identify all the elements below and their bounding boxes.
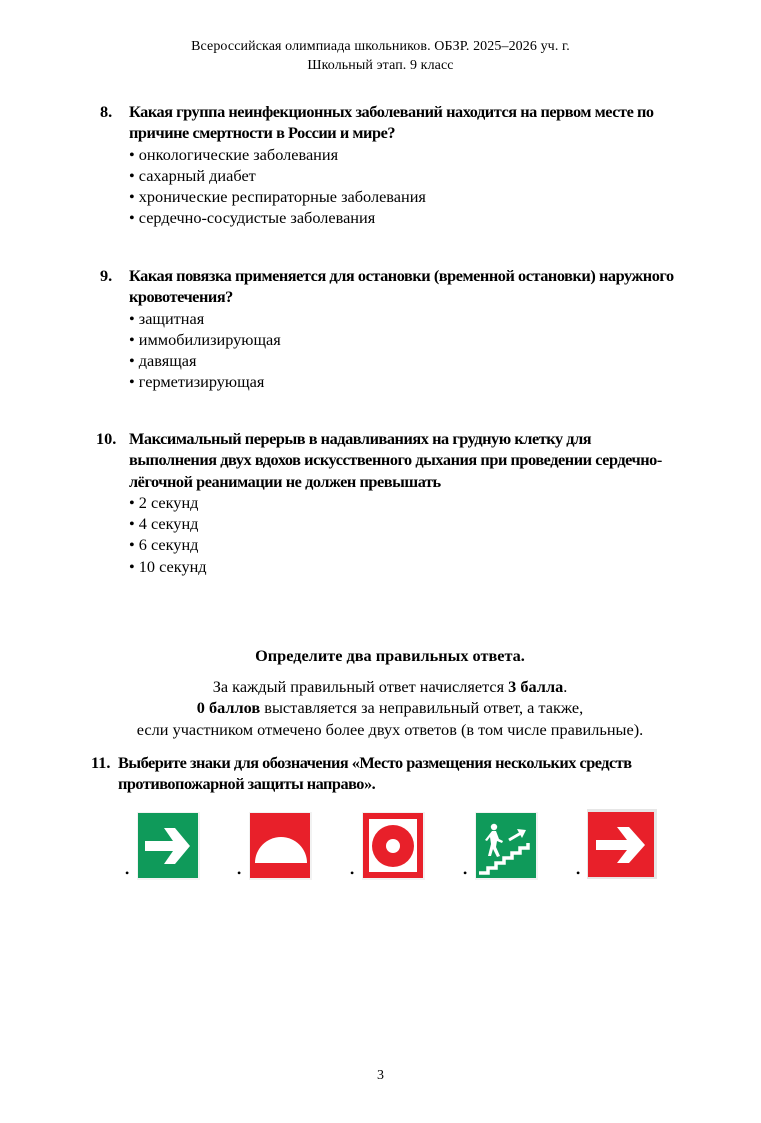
header-olympiad-title: Всероссийская олимпиада школьников. ОБЗР. 2025–2026 уч. г. <box>191 39 570 54</box>
red-half-circle-sign-icon <box>249 812 312 880</box>
options-list <box>129 308 281 393</box>
document-header <box>0 37 761 75</box>
option[interactable]: • хронические респираторные заболевания <box>129 187 426 207</box>
option[interactable]: • 10 секунд <box>129 556 207 576</box>
option[interactable]: • 2 секунд <box>129 492 199 512</box>
option[interactable]: • иммобилизирующая <box>129 329 281 349</box>
scoring-rules <box>0 676 761 740</box>
sign-options <box>0 812 761 892</box>
section-heading: Определите два правильных ответа. <box>255 646 525 665</box>
header-stage: Школьный этап. 9 класс <box>307 58 454 73</box>
red-arrow-right-sign-icon <box>587 809 657 879</box>
option[interactable]: • 6 секунд <box>129 535 199 555</box>
evacuation-stairs-up-right-sign-icon <box>475 812 538 880</box>
question-number: 8. <box>100 102 113 121</box>
option[interactable]: • сахарный диабет <box>129 165 256 185</box>
question-title: Выберите знаки для обозначения «Место размещения нескольких средств противопожарной защиты направо». <box>118 753 632 794</box>
question-number: 9. <box>100 266 113 285</box>
option[interactable]: • сердечно-сосудистые заболевания <box>129 208 376 228</box>
question-number: 10. <box>96 429 117 448</box>
option[interactable]: • 4 секунд <box>129 514 199 534</box>
option[interactable]: • онкологические заболевания <box>129 144 339 164</box>
option[interactable]: • давящая <box>129 351 197 371</box>
question-title: Какая группа неинфекционных заболеваний находится на первом месте по причине смертности в России и мире? <box>129 102 654 143</box>
option-bullet: • <box>125 866 130 880</box>
option[interactable]: • герметизирующая <box>129 372 265 392</box>
question-title: Максимальный перерыв в надавливаниях на грудную клетку для выполнения двух вдохов искусственного дыхания при проведении сердечно-лёгочной реанимации не должен превышать <box>129 429 662 491</box>
options-list <box>129 144 426 229</box>
option-bullet: • <box>463 866 468 880</box>
green-arrow-right-sign-icon <box>137 812 200 880</box>
option[interactable]: • защитная <box>129 308 205 328</box>
scoring-rule-2: 0 баллов выставляется за неправильный ответ, а также, <box>196 698 584 718</box>
fire-alarm-button-sign-icon <box>362 812 425 880</box>
option-bullet: • <box>237 866 242 880</box>
question-title: Какая повязка применяется для остановки (временной остановки) наружного кровотечения? <box>129 266 674 307</box>
option-bullet: • <box>576 866 581 880</box>
scoring-rule-1: За каждый правильный ответ начисляется 3 балла. <box>212 677 568 696</box>
question-number: 11. <box>91 753 111 772</box>
scoring-rule-3: если участником отмечено более двух ответов (в том числе правильные). <box>136 719 644 739</box>
option-bullet: • <box>350 866 355 880</box>
page-number: 3 <box>377 1068 384 1083</box>
options-list <box>129 492 207 577</box>
